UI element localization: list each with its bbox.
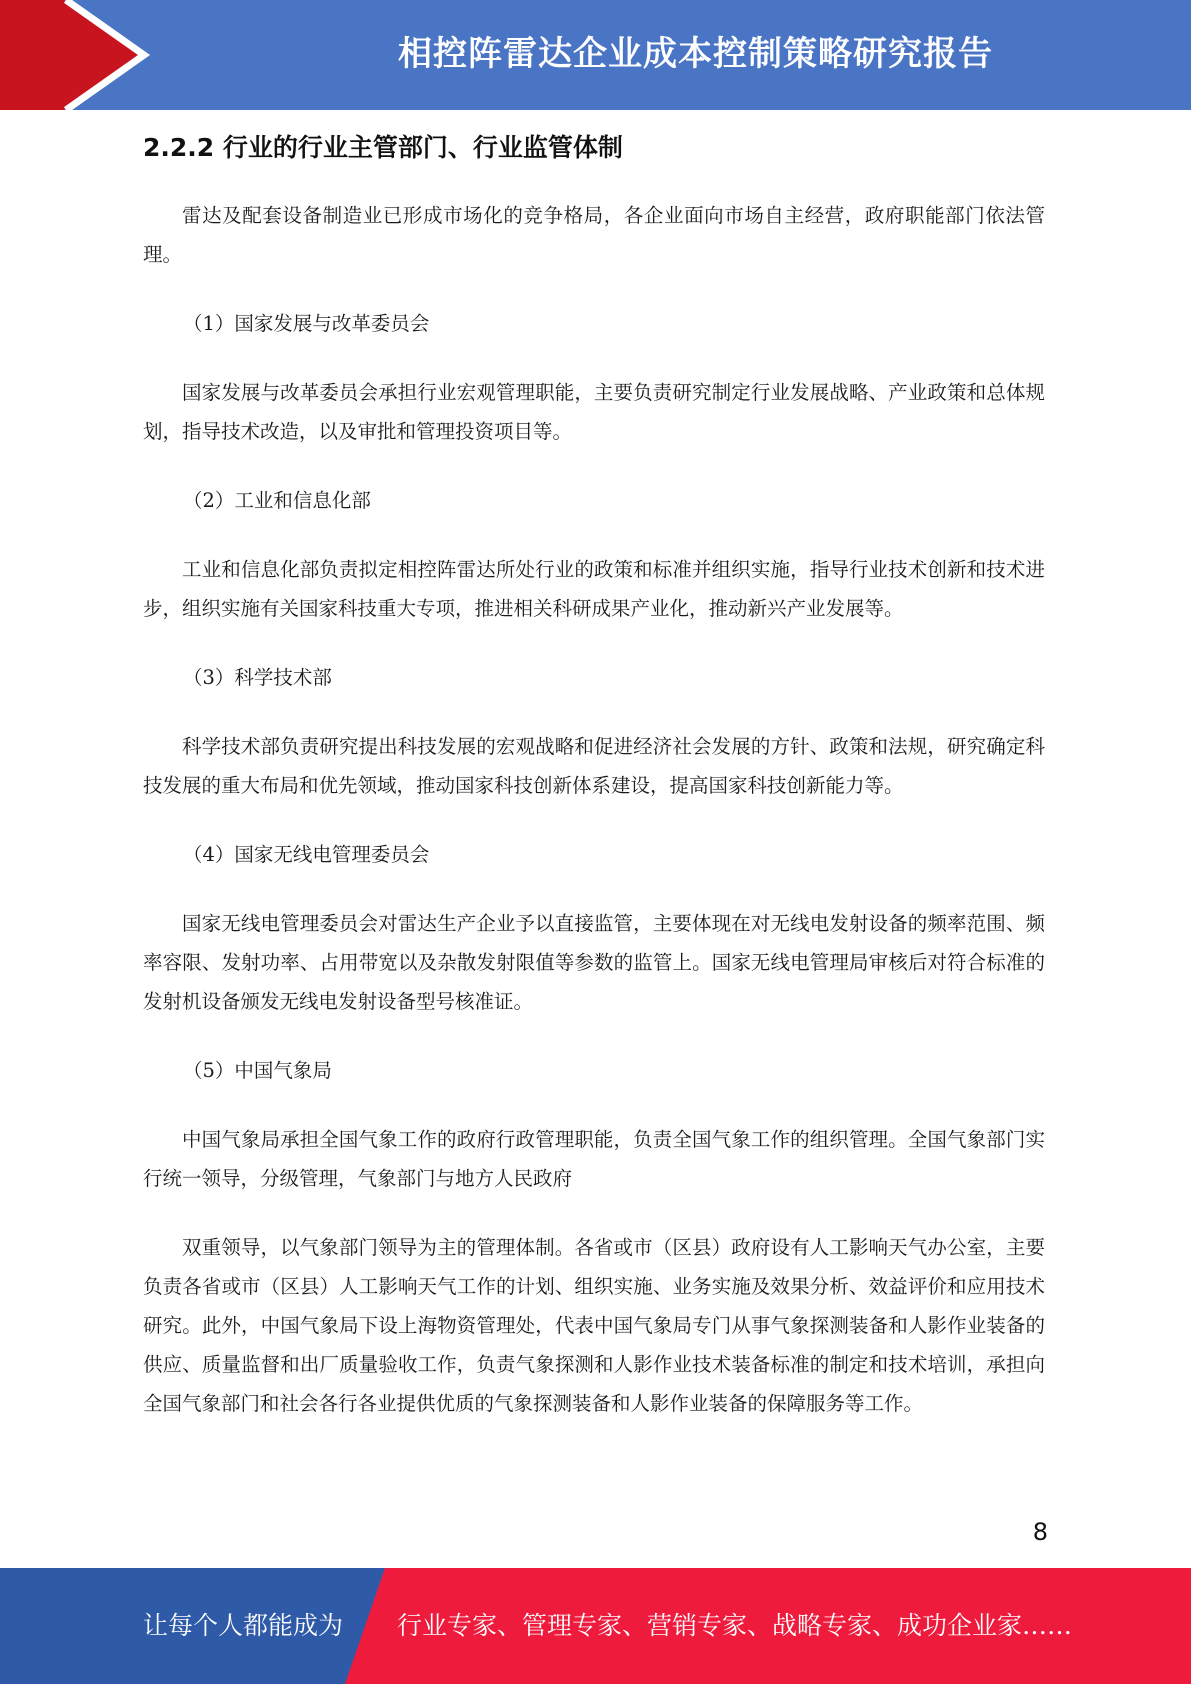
item-body: 科学技术部负责研究提出科技发展的宏观战略和促进经济社会发展的方针、政策和法规，研究确定科技发展的重大布局和优先领域，推动国家科技创新体系建设，提高国家科技创新能力等。 [143, 735, 1045, 797]
item-body: 国家发展与改革委员会承担行业宏观管理职能，主要负责研究制定行业发展战略、产业政策和总体规划，指导技术改造，以及审批和管理投资项目等。 [143, 381, 1045, 443]
item-title: （3）科学技术部 [183, 666, 332, 689]
item-title: （5）中国气象局 [183, 1059, 332, 1082]
intro-paragraph: 雷达及配套设备制造业已形成市场化的竞争格局，各企业面向市场自主经营，政府职能部门依法管理。 [143, 204, 1045, 266]
item-title-block [143, 658, 1045, 697]
item-body-block [143, 1120, 1045, 1198]
section-heading: 2.2.2 行业的行业主管部门、行业监管体制 [143, 133, 623, 162]
item-title-block [143, 304, 1045, 343]
item-body-block [143, 373, 1045, 451]
page-footer [0, 1568, 1191, 1684]
item-title-block [143, 481, 1045, 520]
header-arrow-decoration [0, 0, 160, 110]
page-content [143, 128, 1045, 1453]
item-body: 中国气象局承担全国气象工作的政府行政管理职能，负责全国气象工作的组织管理。全国气象部门实行统一领导，分级管理，气象部门与地方人民政府 [143, 1128, 1045, 1190]
item-title-block [143, 1051, 1045, 1090]
item-body: 国家无线电管理委员会对雷达生产企业予以直接监管，主要体现在对无线电发射设备的频率范围、频率容限、发射功率、占用带宽以及杂散发射限值等参数的监管上。国家无线电管理局审核后对符合标准的发射机设备颁发无线电发射设备型号核准证。 [143, 912, 1045, 1013]
page-header [0, 0, 1191, 110]
footer-slogan-left: 让每个人都能成为 [143, 1611, 344, 1640]
item-title-block [143, 835, 1045, 874]
item-title: （2）工业和信息化部 [183, 489, 371, 512]
intro-block [143, 196, 1045, 274]
footer-slogan-right: 行业专家、管理专家、营销专家、战略专家、成功企业家…… [397, 1611, 1073, 1640]
continuation-paragraph: 双重领导，以气象部门领导为主的管理体制。各省或市（区县）政府设有人工影响天气办公室，主要负责各省或市（区县）人工影响天气工作的计划、组织实施、业务实施及效果分析、效益评价和应用技术研究。此外，中国气象局下设上海物资管理处，代表中国气象局专门从事气象探测装备和人影作业装备的供应、质量监督和出厂质量验收工作，负责气象探测和人影作业技术装备标准的制定和技术培训，承担向全国气象部门和社会各行各业提供优质的气象探测装备和人影作业装备的保障服务等工作。 [143, 1236, 1045, 1415]
continuation-block [143, 1228, 1045, 1423]
item-title: （1）国家发展与改革委员会 [183, 312, 430, 335]
page-number: 8 [1032, 1518, 1048, 1546]
item-title: （4）国家无线电管理委员会 [183, 843, 430, 866]
report-title: 相控阵雷达企业成本控制策略研究报告 [398, 34, 993, 74]
item-body-block [143, 727, 1045, 805]
item-body: 工业和信息化部负责拟定相控阵雷达所处行业的政策和标准并组织实施，指导行业技术创新和技术进步，组织实施有关国家科技重大专项，推进相关科研成果产业化，推动新兴产业发展等。 [143, 558, 1045, 620]
item-body-block [143, 904, 1045, 1021]
item-body-block [143, 550, 1045, 628]
